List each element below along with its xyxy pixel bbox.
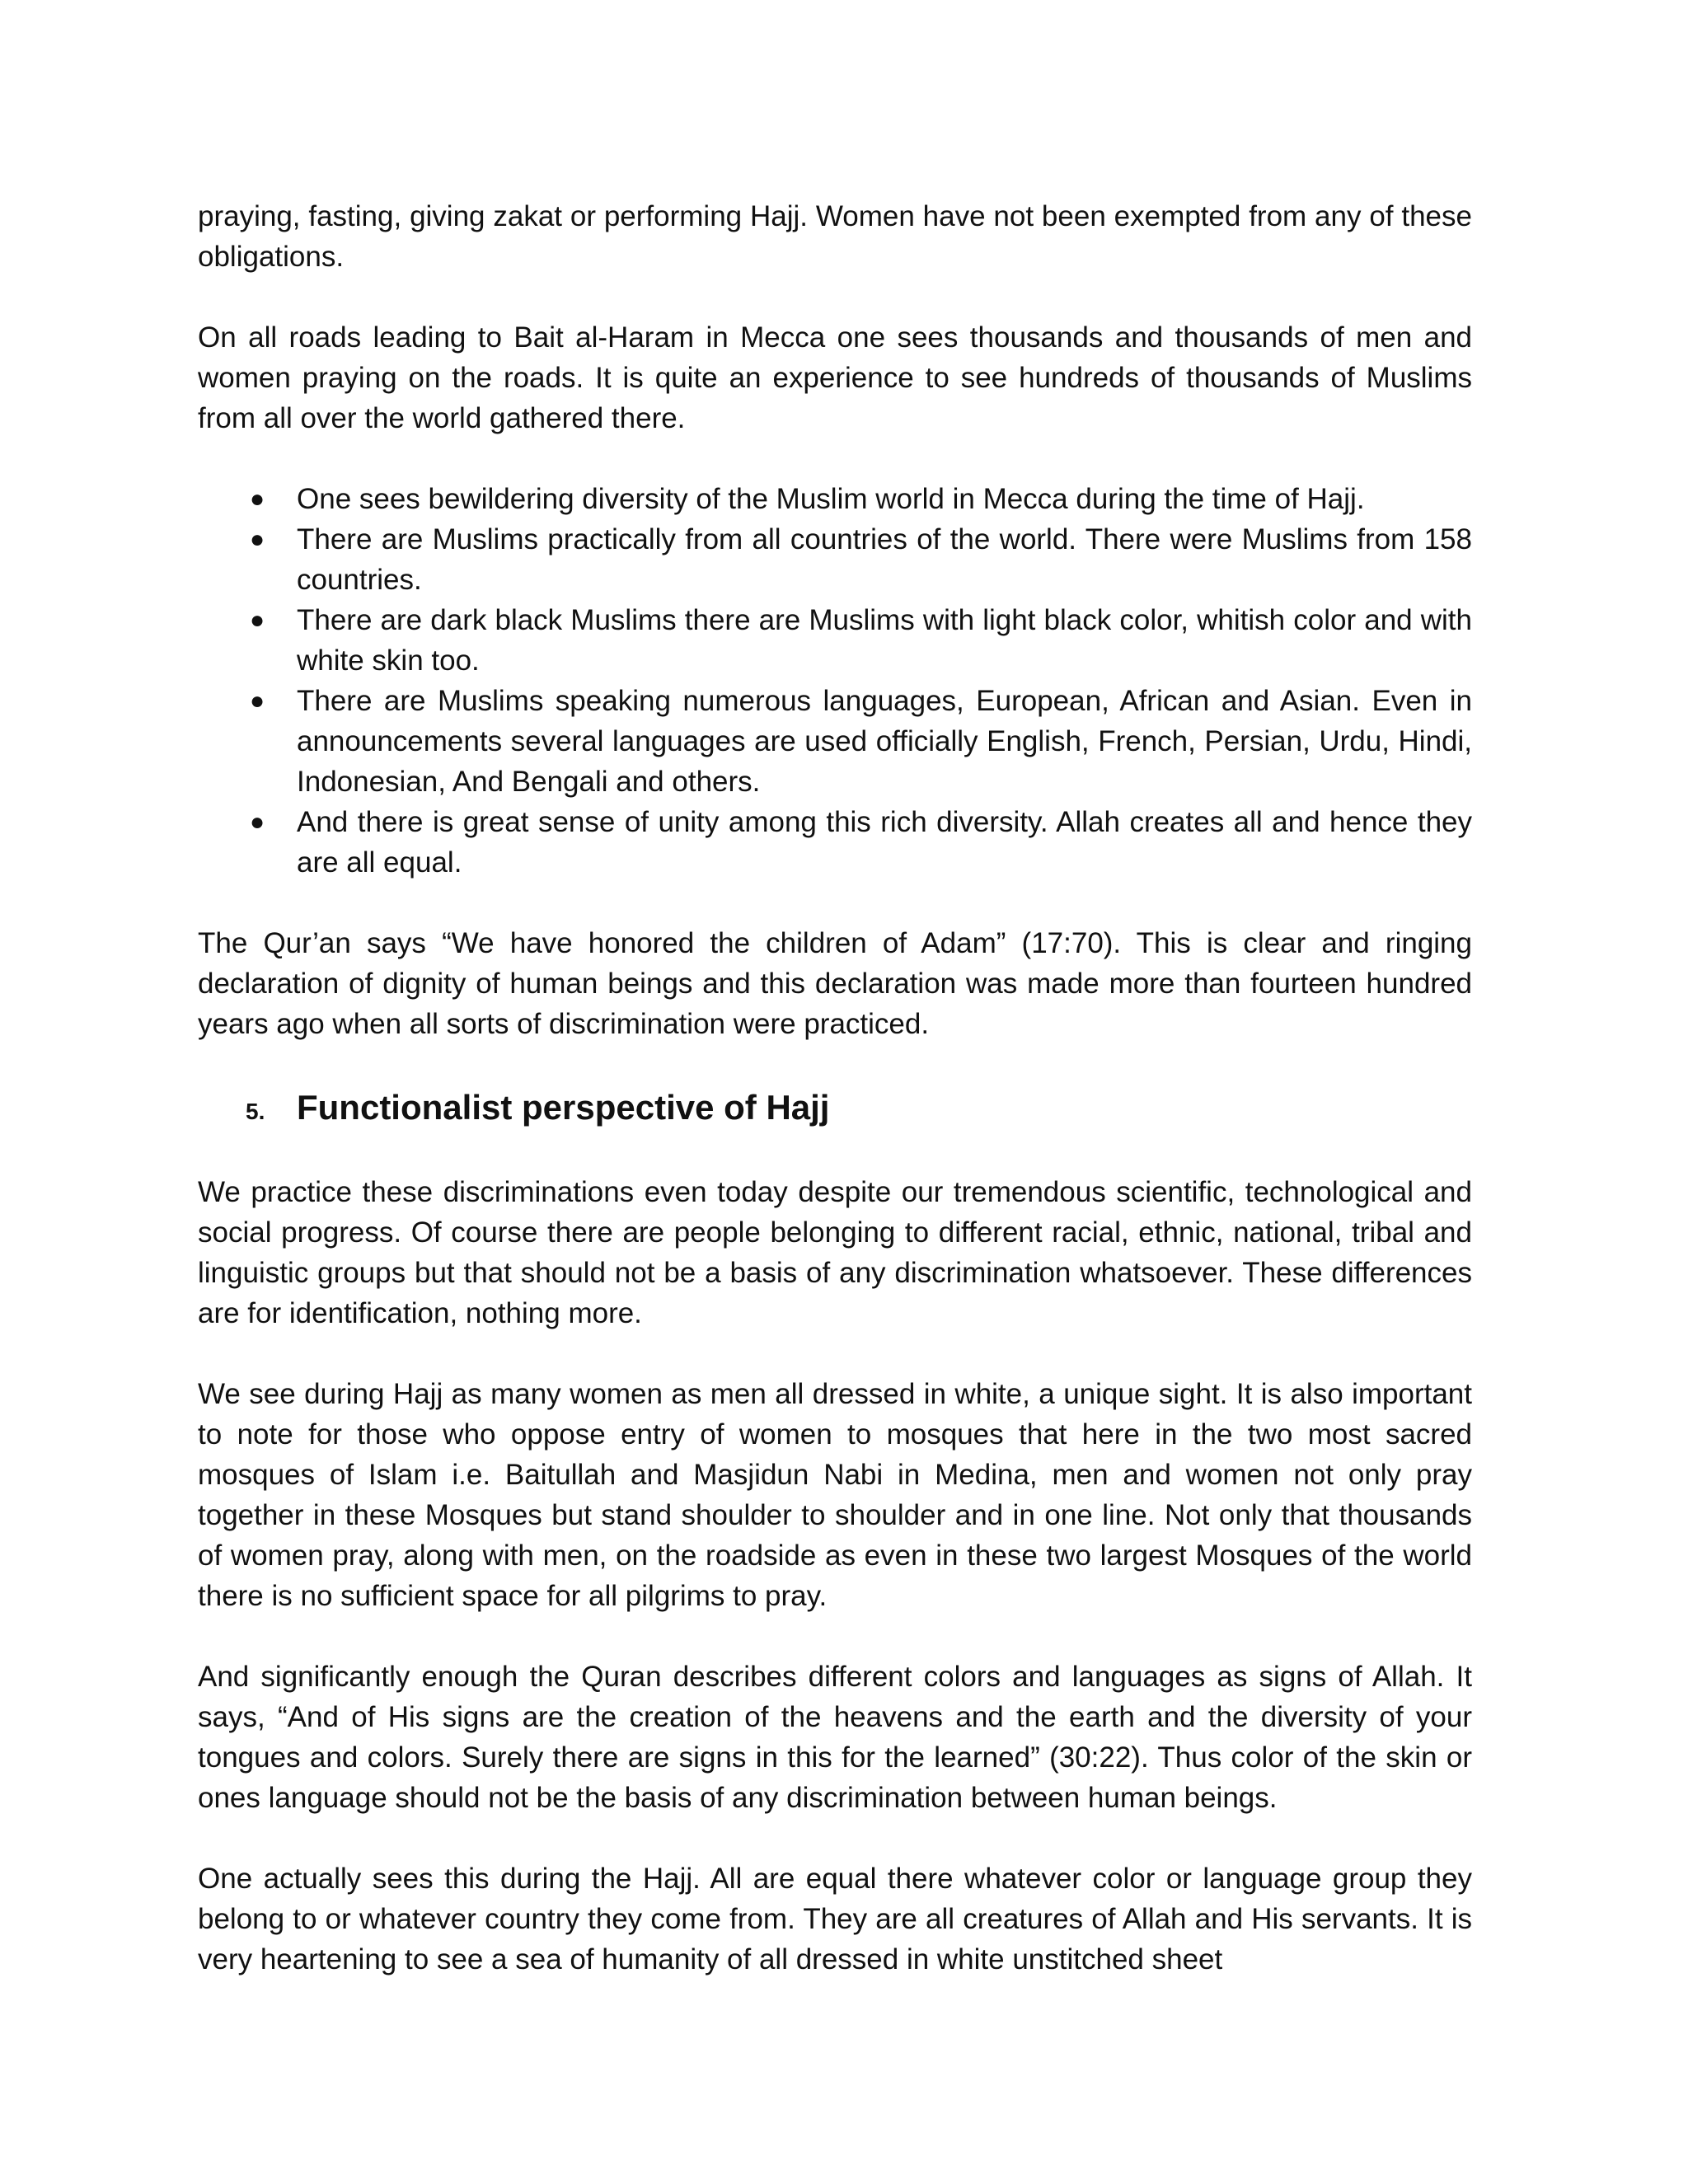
bullet-text: There are Muslims practically from all countries of the world. There were Muslims from 158 countries. bbox=[297, 523, 1472, 596]
bullet-icon: ● bbox=[250, 607, 265, 634]
bullet-icon: ● bbox=[250, 808, 265, 836]
bullet-item bbox=[198, 681, 1472, 802]
section-heading bbox=[198, 1085, 1472, 1132]
section-number: 5. bbox=[246, 1099, 265, 1124]
bullet-text: There are dark black Muslims there are Muslims with light black color, whitish color and with white skin too. bbox=[297, 604, 1472, 677]
paragraph: And significantly enough the Quran describes different colors and languages as signs of Allah. It says, “And of His signs are the creation of the heavens and the earth and the diversity of your tongues and colors. Surely there are signs in this for the learned” (30:22). Thus color of the skin or ones language should not be the basis of any discrimination between human beings. bbox=[198, 1661, 1472, 1814]
bullet-text: One sees bewildering diversity of the Muslim world in Mecca during the time of Hajj. bbox=[297, 483, 1365, 515]
section-title: Functionalist perspective of Hajj bbox=[297, 1088, 830, 1127]
bullet-item bbox=[198, 802, 1472, 883]
paragraph: One actually sees this during the Hajj. All are equal there whatever color or language group they belong to or whatever country they come from. They are all creatures of Allah and His servants. It is very heartening to see a sea of humanity of all dressed in white unstitched sheet bbox=[198, 1863, 1472, 1975]
document-page bbox=[198, 196, 1472, 2020]
paragraph: We practice these discriminations even today despite our tremendous scientific, technological and social progress. Of course there are people belonging to different racial, ethnic, national, tribal and linguistic groups but that should not be a basis of any discrimination whatsoever. These differences are for identification, nothing more. bbox=[198, 1176, 1472, 1329]
bullet-icon: ● bbox=[250, 687, 265, 715]
bullet-text: And there is great sense of unity among this rich diversity. Allah creates all and hence they are all equal. bbox=[297, 806, 1472, 879]
bullet-icon: ● bbox=[250, 526, 265, 553]
bullet-item bbox=[198, 600, 1472, 681]
paragraph: On all roads leading to Bait al-Haram in Mecca one sees thousands and thousands of men and women praying on the roads. It is quite an experience to see hundreds of thousands of Muslims from all over the world gathered there. bbox=[198, 321, 1472, 434]
bullet-list bbox=[198, 479, 1472, 883]
bullet-text: There are Muslims speaking numerous languages, European, African and Asian. Even in announcements several languages are used officially English, French, Persian, Urdu, Hindi, Indonesian, And Bengali and others. bbox=[297, 685, 1472, 798]
paragraph: praying, fasting, giving zakat or performing Hajj. Women have not been exempted from any of these obligations. bbox=[198, 200, 1472, 273]
paragraph-quran: The Qur’an says “We have honored the children of Adam” (17:70). This is clear and ringing declaration of dignity of human beings and this declaration was made more than fourteen hundred years ago when all sorts of discrimination were practiced. bbox=[198, 927, 1472, 1040]
paragraph: We see during Hajj as many women as men all dressed in white, a unique sight. It is also important to note for those who oppose entry of women to mosques that here in the two most sacred mosques of Islam i.e. Baitullah and Masjidun Nabi in Medina, men and women not only pray together in these Mosques but stand shoulder to shoulder and in one line. Not only that thousands of women pray, along with men, on the roadside as even in these two largest Mosques of the world there is no sufficient space for all pilgrims to pray. bbox=[198, 1378, 1472, 1612]
bullet-item bbox=[198, 479, 1472, 519]
bullet-icon: ● bbox=[250, 485, 265, 513]
bullet-item bbox=[198, 519, 1472, 600]
